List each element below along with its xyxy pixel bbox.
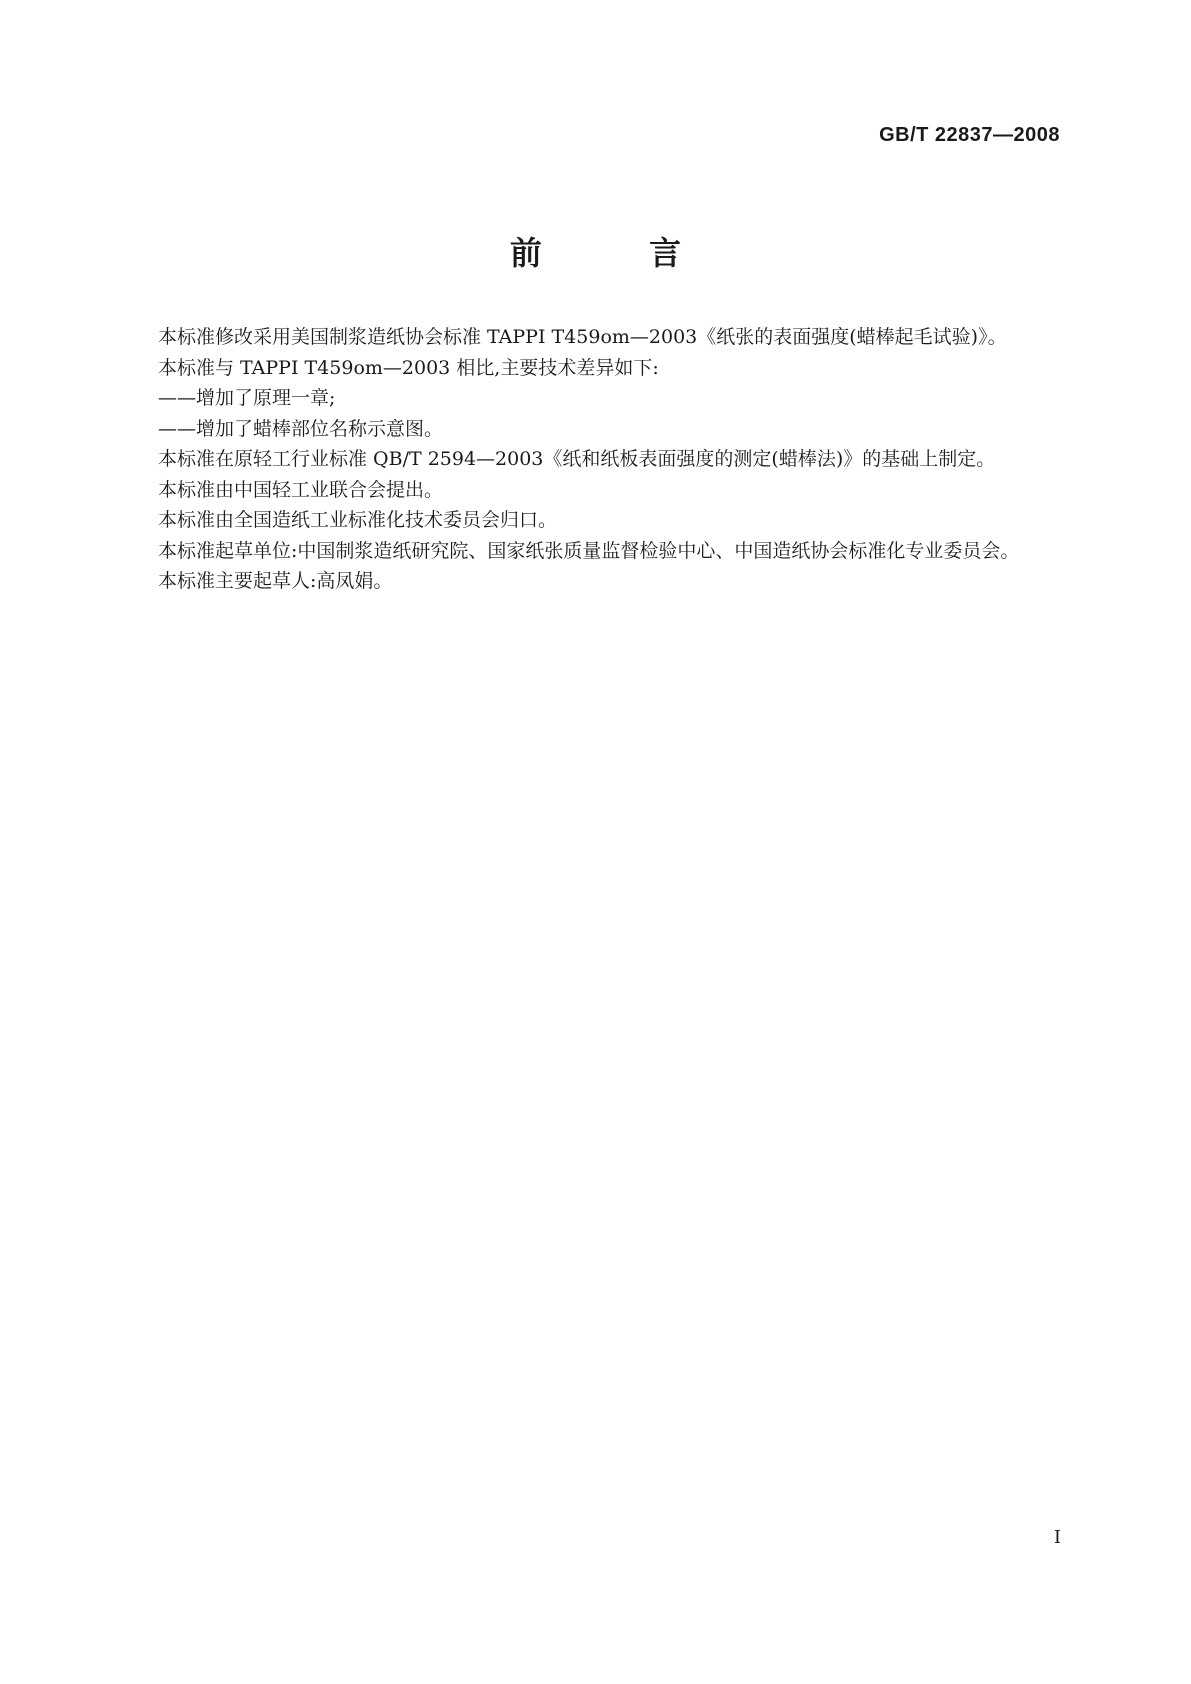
list-item-principle: ——增加了原理一章;	[158, 387, 336, 409]
paragraph-differences: 本标准与 TAPPI T459om—2003 相比,主要技术差异如下:	[158, 356, 659, 379]
paragraph-centralized-by: 本标准由全国造纸工业标准化技术委员会归口。	[158, 509, 558, 531]
paragraph-basis: 本标准在原轻工行业标准 QB/T 2594—2003《纸和纸板表面强度的测定(蜡棒法)》的基础上制定。	[158, 448, 996, 470]
paragraph-adoption: 本标准修改采用美国制浆造纸协会标准 TAPPI T459om—2003《纸张的表面强度(蜡棒起毛试验)》。	[158, 326, 1007, 348]
list-item-diagram: ——增加了蜡棒部位名称示意图。	[158, 417, 444, 440]
page-title: 前 言	[509, 234, 730, 272]
page-number: I	[1053, 1527, 1061, 1548]
foreword-body	[120, 322, 1065, 597]
paragraph-drafting-units: 本标准起草单位:中国制浆造纸研究院、国家纸张质量监督检验中心、中国造纸协会标准化专业委员会。	[158, 539, 1020, 562]
paragraph-proposed-by: 本标准由中国轻工业联合会提出。	[158, 478, 444, 501]
paragraph-drafters: 本标准主要起草人:高凤娟。	[158, 570, 393, 592]
document-code: GB/T 22837—2008	[879, 124, 1060, 146]
